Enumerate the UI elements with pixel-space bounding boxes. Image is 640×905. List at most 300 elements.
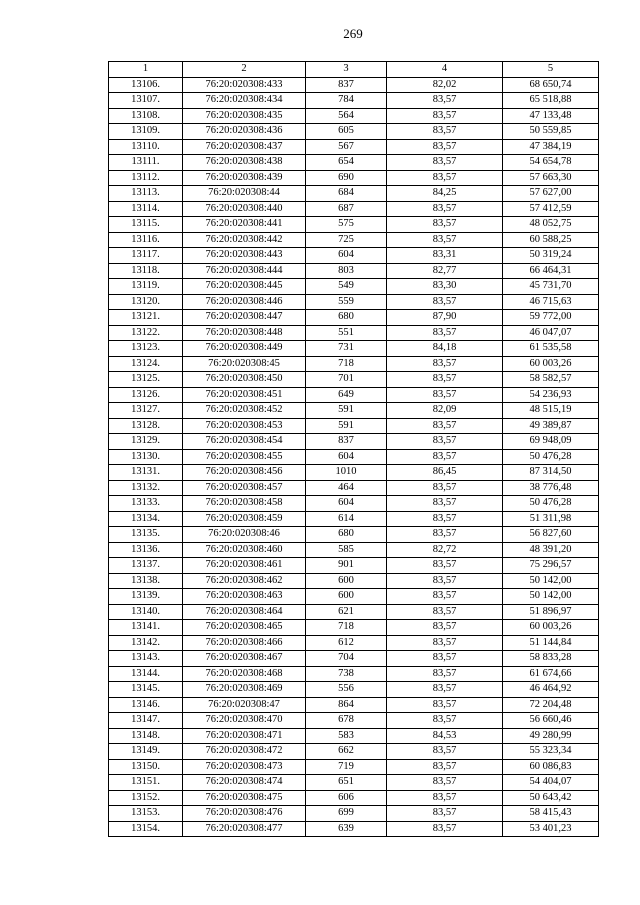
- table-row: [109, 620, 599, 636]
- rate-cell: 83,57: [387, 372, 503, 388]
- cadastral-number-cell: 76:20:020308:463: [183, 589, 306, 605]
- amount-cell: 57 663,30: [503, 170, 599, 186]
- table-row: [109, 806, 599, 822]
- cadastral-number-cell: 76:20:020308:445: [183, 279, 306, 295]
- cadastral-number-cell: 76:20:020308:469: [183, 682, 306, 698]
- row-number-cell: 13139.: [109, 589, 183, 605]
- rate-cell: 83,57: [387, 356, 503, 372]
- table-row: [109, 341, 599, 357]
- cadastral-number-cell: 76:20:020308:439: [183, 170, 306, 186]
- cadastral-number-cell: 76:20:020308:444: [183, 263, 306, 279]
- rate-cell: 83,30: [387, 279, 503, 295]
- table-row: [109, 775, 599, 791]
- row-number-cell: 13116.: [109, 232, 183, 248]
- amount-cell: 50 142,00: [503, 589, 599, 605]
- cadastral-number-cell: 76:20:020308:452: [183, 403, 306, 419]
- row-number-cell: 13137.: [109, 558, 183, 574]
- row-number-cell: 13110.: [109, 139, 183, 155]
- area-cell: 612: [306, 635, 387, 651]
- area-cell: 604: [306, 496, 387, 512]
- area-cell: 591: [306, 403, 387, 419]
- area-cell: 687: [306, 201, 387, 217]
- rate-cell: 83,57: [387, 635, 503, 651]
- row-number-cell: 13143.: [109, 651, 183, 667]
- table-row: [109, 124, 599, 140]
- area-cell: 684: [306, 186, 387, 202]
- area-cell: 690: [306, 170, 387, 186]
- row-number-cell: 13119.: [109, 279, 183, 295]
- table-row: [109, 821, 599, 837]
- amount-cell: 60 003,26: [503, 620, 599, 636]
- rate-cell: 83,31: [387, 248, 503, 264]
- table-header: [109, 62, 599, 78]
- amount-cell: 50 476,28: [503, 449, 599, 465]
- cadastral-number-cell: 76:20:020308:453: [183, 418, 306, 434]
- rate-cell: 83,57: [387, 294, 503, 310]
- cadastral-number-cell: 76:20:020308:457: [183, 480, 306, 496]
- cadastral-number-cell: 76:20:020308:466: [183, 635, 306, 651]
- amount-cell: 60 588,25: [503, 232, 599, 248]
- table-row: [109, 527, 599, 543]
- header-row: [109, 62, 599, 78]
- row-number-cell: 13140.: [109, 604, 183, 620]
- row-number-cell: 13146.: [109, 697, 183, 713]
- rate-cell: 87,90: [387, 310, 503, 326]
- rate-cell: 83,57: [387, 697, 503, 713]
- cadastral-number-cell: 76:20:020308:461: [183, 558, 306, 574]
- row-number-cell: 13150.: [109, 759, 183, 775]
- area-cell: 585: [306, 542, 387, 558]
- area-cell: 731: [306, 341, 387, 357]
- table-row: [109, 248, 599, 264]
- table-body: [109, 77, 599, 837]
- row-number-cell: 13141.: [109, 620, 183, 636]
- area-cell: 600: [306, 573, 387, 589]
- table-row: [109, 558, 599, 574]
- rate-cell: 83,57: [387, 806, 503, 822]
- table-row: [109, 728, 599, 744]
- rate-cell: 83,57: [387, 651, 503, 667]
- row-number-cell: 13153.: [109, 806, 183, 822]
- row-number-cell: 13124.: [109, 356, 183, 372]
- amount-cell: 66 464,31: [503, 263, 599, 279]
- row-number-cell: 13112.: [109, 170, 183, 186]
- table-row: [109, 496, 599, 512]
- rate-cell: 83,57: [387, 124, 503, 140]
- rate-cell: 83,57: [387, 558, 503, 574]
- amount-cell: 60 003,26: [503, 356, 599, 372]
- rate-cell: 83,57: [387, 713, 503, 729]
- cadastral-number-cell: 76:20:020308:459: [183, 511, 306, 527]
- area-cell: 621: [306, 604, 387, 620]
- area-cell: 701: [306, 372, 387, 388]
- area-cell: 567: [306, 139, 387, 155]
- rate-cell: 83,57: [387, 620, 503, 636]
- row-number-cell: 13126.: [109, 387, 183, 403]
- rate-cell: 83,57: [387, 775, 503, 791]
- amount-cell: 51 311,98: [503, 511, 599, 527]
- row-number-cell: 13106.: [109, 77, 183, 93]
- table-row: [109, 372, 599, 388]
- table-row: [109, 434, 599, 450]
- amount-cell: 61 535,58: [503, 341, 599, 357]
- table-row: [109, 356, 599, 372]
- amount-cell: 45 731,70: [503, 279, 599, 295]
- row-number-cell: 13132.: [109, 480, 183, 496]
- cadastral-number-cell: 76:20:020308:447: [183, 310, 306, 326]
- rate-cell: 83,57: [387, 666, 503, 682]
- row-number-cell: 13154.: [109, 821, 183, 837]
- row-number-cell: 13115.: [109, 217, 183, 233]
- amount-cell: 48 052,75: [503, 217, 599, 233]
- amount-cell: 65 518,88: [503, 93, 599, 109]
- column-header: 1: [109, 62, 183, 78]
- row-number-cell: 13128.: [109, 418, 183, 434]
- cadastral-number-cell: 76:20:020308:44: [183, 186, 306, 202]
- cadastral-number-cell: 76:20:020308:436: [183, 124, 306, 140]
- area-cell: 738: [306, 666, 387, 682]
- table-row: [109, 449, 599, 465]
- area-cell: 901: [306, 558, 387, 574]
- table-row: [109, 465, 599, 481]
- row-number-cell: 13122.: [109, 325, 183, 341]
- cadastral-number-cell: 76:20:020308:446: [183, 294, 306, 310]
- amount-cell: 50 643,42: [503, 790, 599, 806]
- row-number-cell: 13138.: [109, 573, 183, 589]
- amount-cell: 54 236,93: [503, 387, 599, 403]
- cadastral-number-cell: 76:20:020308:451: [183, 387, 306, 403]
- area-cell: 464: [306, 480, 387, 496]
- row-number-cell: 13107.: [109, 93, 183, 109]
- table-row: [109, 201, 599, 217]
- cadastral-number-cell: 76:20:020308:471: [183, 728, 306, 744]
- amount-cell: 57 412,59: [503, 201, 599, 217]
- amount-cell: 54 404,07: [503, 775, 599, 791]
- table-row: [109, 418, 599, 434]
- cadastral-number-cell: 76:20:020308:474: [183, 775, 306, 791]
- area-cell: 605: [306, 124, 387, 140]
- row-number-cell: 13111.: [109, 155, 183, 171]
- amount-cell: 61 674,66: [503, 666, 599, 682]
- rate-cell: 83,57: [387, 434, 503, 450]
- table-row: [109, 589, 599, 605]
- table-row: [109, 511, 599, 527]
- row-number-cell: 13120.: [109, 294, 183, 310]
- area-cell: 564: [306, 108, 387, 124]
- amount-cell: 50 319,24: [503, 248, 599, 264]
- row-number-cell: 13113.: [109, 186, 183, 202]
- cadastral-number-cell: 76:20:020308:467: [183, 651, 306, 667]
- area-cell: 551: [306, 325, 387, 341]
- cadastral-number-cell: 76:20:020308:465: [183, 620, 306, 636]
- rate-cell: 84,18: [387, 341, 503, 357]
- area-cell: 680: [306, 310, 387, 326]
- table-row: [109, 604, 599, 620]
- amount-cell: 59 772,00: [503, 310, 599, 326]
- rate-cell: 83,57: [387, 449, 503, 465]
- row-number-cell: 13121.: [109, 310, 183, 326]
- rate-cell: 83,57: [387, 790, 503, 806]
- row-number-cell: 13109.: [109, 124, 183, 140]
- rate-cell: 83,57: [387, 387, 503, 403]
- cadastral-number-cell: 76:20:020308:438: [183, 155, 306, 171]
- rate-cell: 83,57: [387, 170, 503, 186]
- table-row: [109, 713, 599, 729]
- area-cell: 604: [306, 248, 387, 264]
- row-number-cell: 13135.: [109, 527, 183, 543]
- cadastral-number-cell: 76:20:020308:442: [183, 232, 306, 248]
- area-cell: 604: [306, 449, 387, 465]
- amount-cell: 46 715,63: [503, 294, 599, 310]
- cadastral-number-cell: 76:20:020308:460: [183, 542, 306, 558]
- area-cell: 654: [306, 155, 387, 171]
- rate-cell: 83,57: [387, 480, 503, 496]
- amount-cell: 48 391,20: [503, 542, 599, 558]
- cadastral-number-cell: 76:20:020308:47: [183, 697, 306, 713]
- area-cell: 680: [306, 527, 387, 543]
- table-row: [109, 108, 599, 124]
- area-cell: 1010: [306, 465, 387, 481]
- row-number-cell: 13118.: [109, 263, 183, 279]
- row-number-cell: 13151.: [109, 775, 183, 791]
- rate-cell: 83,57: [387, 511, 503, 527]
- rate-cell: 83,57: [387, 155, 503, 171]
- amount-cell: 50 476,28: [503, 496, 599, 512]
- area-cell: 678: [306, 713, 387, 729]
- area-cell: 837: [306, 77, 387, 93]
- area-cell: 704: [306, 651, 387, 667]
- cadastral-number-cell: 76:20:020308:435: [183, 108, 306, 124]
- amount-cell: 53 401,23: [503, 821, 599, 837]
- area-cell: 718: [306, 356, 387, 372]
- row-number-cell: 13130.: [109, 449, 183, 465]
- rate-cell: 83,57: [387, 682, 503, 698]
- rate-cell: 82,72: [387, 542, 503, 558]
- table-row: [109, 744, 599, 760]
- table-row: [109, 232, 599, 248]
- table-row: [109, 325, 599, 341]
- row-number-cell: 13148.: [109, 728, 183, 744]
- row-number-cell: 13152.: [109, 790, 183, 806]
- cadastral-number-cell: 76:20:020308:476: [183, 806, 306, 822]
- rate-cell: 83,57: [387, 589, 503, 605]
- rate-cell: 83,57: [387, 325, 503, 341]
- amount-cell: 75 296,57: [503, 558, 599, 574]
- table-row: [109, 387, 599, 403]
- area-cell: 559: [306, 294, 387, 310]
- table-row: [109, 682, 599, 698]
- area-cell: 718: [306, 620, 387, 636]
- table-row: [109, 77, 599, 93]
- amount-cell: 49 389,87: [503, 418, 599, 434]
- amount-cell: 46 464,92: [503, 682, 599, 698]
- amount-cell: 58 833,28: [503, 651, 599, 667]
- rate-cell: 82,77: [387, 263, 503, 279]
- cadastral-number-cell: 76:20:020308:45: [183, 356, 306, 372]
- rate-cell: 83,57: [387, 604, 503, 620]
- row-number-cell: 13134.: [109, 511, 183, 527]
- rate-cell: 83,57: [387, 201, 503, 217]
- row-number-cell: 13123.: [109, 341, 183, 357]
- amount-cell: 51 896,97: [503, 604, 599, 620]
- amount-cell: 46 047,07: [503, 325, 599, 341]
- table-row: [109, 139, 599, 155]
- row-number-cell: 13129.: [109, 434, 183, 450]
- rate-cell: 83,57: [387, 759, 503, 775]
- area-cell: 639: [306, 821, 387, 837]
- area-cell: 784: [306, 93, 387, 109]
- table-row: [109, 155, 599, 171]
- rate-cell: 83,57: [387, 139, 503, 155]
- rate-cell: 83,57: [387, 217, 503, 233]
- amount-cell: 48 515,19: [503, 403, 599, 419]
- cadastral-number-cell: 76:20:020308:470: [183, 713, 306, 729]
- table-row: [109, 759, 599, 775]
- amount-cell: 38 776,48: [503, 480, 599, 496]
- table-row: [109, 542, 599, 558]
- cadastral-number-cell: 76:20:020308:46: [183, 527, 306, 543]
- table-row: [109, 573, 599, 589]
- amount-cell: 60 086,83: [503, 759, 599, 775]
- rate-cell: 83,57: [387, 744, 503, 760]
- table-row: [109, 263, 599, 279]
- area-cell: 575: [306, 217, 387, 233]
- row-number-cell: 13108.: [109, 108, 183, 124]
- area-cell: 662: [306, 744, 387, 760]
- cadastral-number-cell: 76:20:020308:464: [183, 604, 306, 620]
- area-cell: 837: [306, 434, 387, 450]
- cadastral-number-cell: 76:20:020308:455: [183, 449, 306, 465]
- row-number-cell: 13149.: [109, 744, 183, 760]
- cadastral-number-cell: 76:20:020308:449: [183, 341, 306, 357]
- rate-cell: 82,02: [387, 77, 503, 93]
- table-row: [109, 697, 599, 713]
- area-cell: 803: [306, 263, 387, 279]
- area-cell: 556: [306, 682, 387, 698]
- row-number-cell: 13133.: [109, 496, 183, 512]
- amount-cell: 87 314,50: [503, 465, 599, 481]
- amount-cell: 51 144,84: [503, 635, 599, 651]
- cadastral-number-cell: 76:20:020308:437: [183, 139, 306, 155]
- rate-cell: 83,57: [387, 573, 503, 589]
- amount-cell: 56 660,46: [503, 713, 599, 729]
- table-row: [109, 170, 599, 186]
- amount-cell: 57 627,00: [503, 186, 599, 202]
- amount-cell: 58 582,57: [503, 372, 599, 388]
- rate-cell: 83,57: [387, 496, 503, 512]
- row-number-cell: 13147.: [109, 713, 183, 729]
- amount-cell: 49 280,99: [503, 728, 599, 744]
- cadastral-number-cell: 76:20:020308:473: [183, 759, 306, 775]
- data-table: [108, 61, 599, 837]
- amount-cell: 50 142,00: [503, 573, 599, 589]
- rate-cell: 84,25: [387, 186, 503, 202]
- row-number-cell: 13145.: [109, 682, 183, 698]
- table-row: [109, 403, 599, 419]
- area-cell: 591: [306, 418, 387, 434]
- rate-cell: 83,57: [387, 418, 503, 434]
- area-cell: 719: [306, 759, 387, 775]
- area-cell: 600: [306, 589, 387, 605]
- area-cell: 606: [306, 790, 387, 806]
- area-cell: 549: [306, 279, 387, 295]
- cadastral-number-cell: 76:20:020308:454: [183, 434, 306, 450]
- area-cell: 649: [306, 387, 387, 403]
- rate-cell: 86,45: [387, 465, 503, 481]
- cadastral-number-cell: 76:20:020308:477: [183, 821, 306, 837]
- amount-cell: 56 827,60: [503, 527, 599, 543]
- amount-cell: 55 323,34: [503, 744, 599, 760]
- column-header: 3: [306, 62, 387, 78]
- page-number: 269: [343, 26, 363, 41]
- row-number-cell: 13114.: [109, 201, 183, 217]
- cadastral-number-cell: 76:20:020308:475: [183, 790, 306, 806]
- area-cell: 614: [306, 511, 387, 527]
- table-row: [109, 666, 599, 682]
- rate-cell: 82,09: [387, 403, 503, 419]
- amount-cell: 58 415,43: [503, 806, 599, 822]
- cadastral-number-cell: 76:20:020308:472: [183, 744, 306, 760]
- row-number-cell: 13131.: [109, 465, 183, 481]
- table-row: [109, 186, 599, 202]
- cadastral-number-cell: 76:20:020308:433: [183, 77, 306, 93]
- table-row: [109, 790, 599, 806]
- table-row: [109, 480, 599, 496]
- column-header: 2: [183, 62, 306, 78]
- area-cell: 864: [306, 697, 387, 713]
- row-number-cell: 13117.: [109, 248, 183, 264]
- amount-cell: 47 133,48: [503, 108, 599, 124]
- cadastral-number-cell: 76:20:020308:448: [183, 325, 306, 341]
- cadastral-number-cell: 76:20:020308:441: [183, 217, 306, 233]
- table-row: [109, 93, 599, 109]
- table-row: [109, 294, 599, 310]
- rate-cell: 84,53: [387, 728, 503, 744]
- rate-cell: 83,57: [387, 527, 503, 543]
- area-cell: 725: [306, 232, 387, 248]
- column-header: 5: [503, 62, 599, 78]
- cadastral-number-cell: 76:20:020308:462: [183, 573, 306, 589]
- row-number-cell: 13127.: [109, 403, 183, 419]
- cadastral-number-cell: 76:20:020308:468: [183, 666, 306, 682]
- area-cell: 699: [306, 806, 387, 822]
- row-number-cell: 13144.: [109, 666, 183, 682]
- table-row: [109, 651, 599, 667]
- amount-cell: 72 204,48: [503, 697, 599, 713]
- cadastral-number-cell: 76:20:020308:458: [183, 496, 306, 512]
- table-row: [109, 310, 599, 326]
- rate-cell: 83,57: [387, 232, 503, 248]
- row-number-cell: 13125.: [109, 372, 183, 388]
- amount-cell: 68 650,74: [503, 77, 599, 93]
- amount-cell: 47 384,19: [503, 139, 599, 155]
- table-row: [109, 279, 599, 295]
- row-number-cell: 13136.: [109, 542, 183, 558]
- cadastral-number-cell: 76:20:020308:434: [183, 93, 306, 109]
- amount-cell: 69 948,09: [503, 434, 599, 450]
- table-row: [109, 635, 599, 651]
- rate-cell: 83,57: [387, 93, 503, 109]
- cadastral-number-cell: 76:20:020308:443: [183, 248, 306, 264]
- row-number-cell: 13142.: [109, 635, 183, 651]
- cadastral-number-cell: 76:20:020308:450: [183, 372, 306, 388]
- cadastral-number-cell: 76:20:020308:440: [183, 201, 306, 217]
- area-cell: 651: [306, 775, 387, 791]
- amount-cell: 50 559,85: [503, 124, 599, 140]
- cadastral-number-cell: 76:20:020308:456: [183, 465, 306, 481]
- amount-cell: 54 654,78: [503, 155, 599, 171]
- column-header: 4: [387, 62, 503, 78]
